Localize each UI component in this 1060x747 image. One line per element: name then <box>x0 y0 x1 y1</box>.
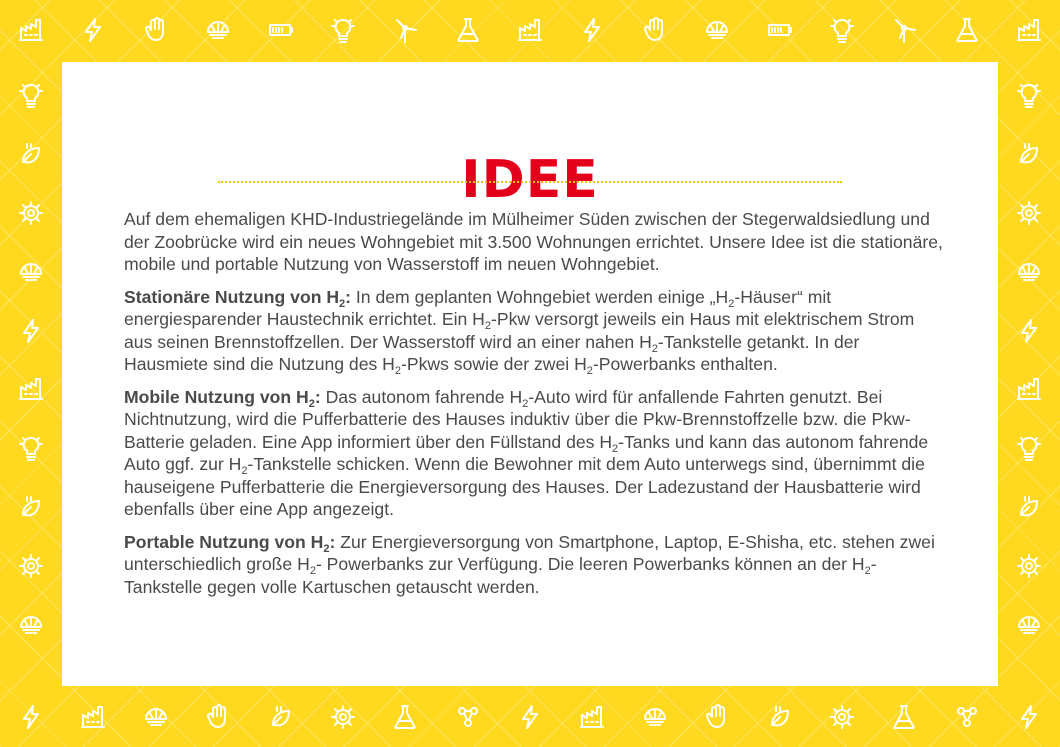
wind-turbine-icon <box>390 15 420 45</box>
hand-icon <box>702 702 732 732</box>
eco-plug-icon <box>266 702 296 732</box>
intro-paragraph: Auf dem ehemaligen KHD-Industriegelände im Mülheimer Süden zwischen der Stegerwaldsiedlung und der Zoobrücke wird ein neues Wohngebiet mit 3.500 Wohnungen errichtet. Unsere Idee ist die stationäre, mobile und portable Nutzung von Wasserstoff im neuen Wohngebiet. <box>124 209 943 274</box>
lightbulb-icon <box>16 80 46 110</box>
hand-icon <box>640 15 670 45</box>
eco-plug-icon <box>765 702 795 732</box>
battery-icon <box>765 15 795 45</box>
solar-panel-icon <box>640 702 670 732</box>
lightbulb-icon <box>1014 80 1044 110</box>
gear-bulb-icon <box>16 551 46 581</box>
lightbulb-icon <box>328 15 358 45</box>
lightning-icon <box>1014 702 1044 732</box>
chemistry-flask-icon <box>889 702 919 732</box>
factory-icon <box>16 374 46 404</box>
molecule-icon <box>952 702 982 732</box>
hand-icon <box>141 15 171 45</box>
lightning-icon <box>515 702 545 732</box>
factory-icon <box>78 702 108 732</box>
solar-panel-icon <box>702 15 732 45</box>
gear-bulb-icon <box>16 198 46 228</box>
eco-plug-icon <box>1014 139 1044 169</box>
solar-panel-icon <box>16 257 46 287</box>
text-body <box>124 208 944 608</box>
chemistry-flask-icon <box>390 702 420 732</box>
lightbulb-icon <box>827 15 857 45</box>
chemistry-flask-icon <box>952 15 982 45</box>
lightning-icon <box>16 316 46 346</box>
eco-plug-icon <box>16 492 46 522</box>
factory-icon <box>16 15 46 45</box>
gear-bulb-icon <box>328 702 358 732</box>
dotted-divider <box>218 181 842 183</box>
lightning-icon <box>78 15 108 45</box>
lightbulb-icon <box>16 433 46 463</box>
solar-panel-icon <box>1014 257 1044 287</box>
battery-icon <box>266 15 296 45</box>
portable-heading: Portable Nutzung von $H_2$: <box>124 531 336 555</box>
page-title: IDEE <box>461 150 599 210</box>
lightning-icon <box>577 15 607 45</box>
solar-panel-icon <box>203 15 233 45</box>
eco-plug-icon <box>1014 492 1044 522</box>
factory-icon <box>1014 374 1044 404</box>
hand-icon <box>203 702 233 732</box>
gear-bulb-icon <box>1014 551 1044 581</box>
lightning-icon <box>1014 316 1044 346</box>
lightbulb-icon <box>1014 433 1044 463</box>
lightning-icon <box>16 702 46 732</box>
gear-bulb-icon <box>827 702 857 732</box>
mobile-heading: Mobile Nutzung von $H_2$: <box>124 386 321 410</box>
solar-panel-icon <box>141 702 171 732</box>
eco-plug-icon <box>16 139 46 169</box>
content-card <box>62 62 998 686</box>
stationary-heading: Stationäre Nutzung von $H_2$: <box>124 286 352 310</box>
solar-panel-icon <box>1014 610 1044 640</box>
stationary-paragraph: Stationäre Nutzung von $H_2$: In dem geplanten Wohngebiet werden einige $„H_2-Häuser“$ mit energiesparender Haustechnik errichtet. Ein $H_2$-Pkw versorgt jeweils ein Haus mit elektrischem Strom aus seinen Brennstoffzellen. Der Wasserstoff wird an einer nahen $H_2$-Tankstelle getankt. In der Hausmiete sind die Nutzung des $H_2$-Pkws sowie der zwei $H_2$-Powerbanks enthalten. <box>124 286 915 377</box>
factory-icon <box>1014 15 1044 45</box>
gear-bulb-icon <box>1014 198 1044 228</box>
solar-panel-icon <box>16 610 46 640</box>
factory-icon <box>515 15 545 45</box>
mobile-paragraph: Mobile Nutzung von $H_2$: Das autonom fahrende $H_2$-Auto wird für anfallende Fahrten genutzt. Bei Nichtnutzung, wird die Pufferbatterie des Hauses induktiv über die Pkw-Brennstoffzelle bzw. die Pkw-Batterie geladen. Eine App informiert über den Füllstand des $H_2$-Tanks und kann das autonom fahrende Auto ggf. zur $H_2$-Tankstelle schicken. Wenn die Bewohner mit dem Auto unterwegs sind, übernimmt die hauseigene Pufferbatterie die Energieversorgung des Hauses. Der Ladezustand der Hausbatterie wird ebenfalls über eine App angezeigt. <box>124 386 929 519</box>
molecule-icon <box>453 702 483 732</box>
wind-turbine-icon <box>889 15 919 45</box>
chemistry-flask-icon <box>453 15 483 45</box>
portable-paragraph: Portable Nutzung von $H_2$: Zur Energieversorgung von Smartphone, Laptop, E-Shisha, etc. stehen zwei unterschiedlich große $H_2-$ Powerbanks zur Verfügung. Die leeren Powerbanks können an der $H_2$-Tankstelle gegen volle Kartuschen getauscht werden. <box>124 531 935 597</box>
factory-icon <box>577 702 607 732</box>
